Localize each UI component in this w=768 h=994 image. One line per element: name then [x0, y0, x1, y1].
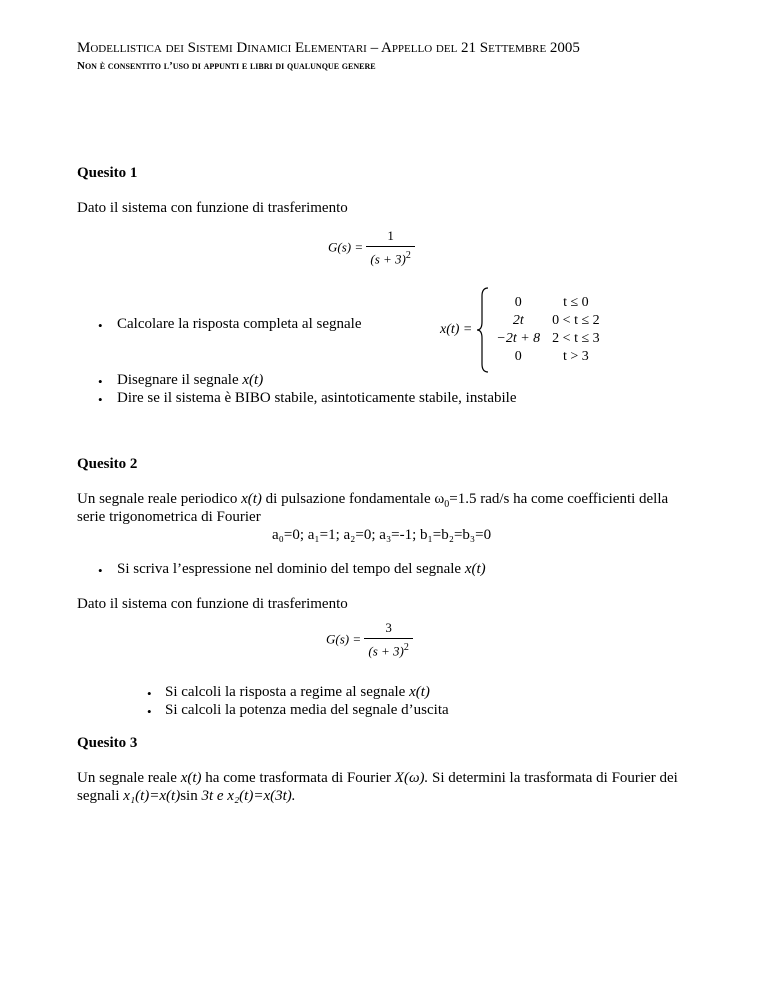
header-notice: Non è consentito l’uso di appunti e libri di qualunque genere — [77, 60, 376, 72]
bullet-icon: • — [98, 374, 103, 389]
q3-title: Quesito 3 — [77, 735, 138, 751]
bullet-icon: • — [147, 704, 152, 719]
piecewise-row — [490, 312, 605, 330]
bullet-icon: • — [98, 392, 103, 407]
q2-paragraph-line-1: Un segnale reale periodico x(t) di pulsazione fondamentale $\omega_0=1.5$ rad/s ha come coefficienti della — [77, 491, 669, 510]
piecewise-expr: −2t + 8 — [496, 331, 541, 346]
q1-x-lhs: x(t) = — [440, 322, 473, 337]
q2-g-numerator: 3 — [385, 620, 392, 635]
q1-bullet-3: Dire se il sistema è BIBO stabile, asintoticamente stabile, instabile — [117, 390, 517, 406]
q1-intro: Dato il sistema con funzione di trasferimento — [77, 200, 348, 216]
left-brace-icon — [476, 286, 490, 374]
q2-g-fraction — [364, 620, 413, 659]
piecewise-expr: 2t — [512, 313, 524, 328]
q2-g-denominator: $(s + 3)^2$ — [364, 638, 413, 659]
q1-bullet-2: Disegnare il segnale x(t) — [117, 372, 264, 388]
q2-g-lhs: G(s) = — [326, 631, 362, 647]
header-title: Modellistica dei Sistemi Dinamici Elementari – Appello del 21 Settembre 2005 — [77, 40, 580, 56]
q1-g-denominator: $(s + 3)^2$ — [366, 246, 415, 267]
q1-bullet-1: Calcolare la risposta completa al segnale — [117, 316, 362, 332]
q1-transfer-function — [328, 228, 415, 267]
q3-line-2: segnali x₁(t)=x(t)sin 3t e x₂(t)=x(3t). — [77, 788, 296, 804]
q2-intro: Dato il sistema con funzione di trasferimento — [77, 596, 348, 612]
q2-transfer-function — [326, 620, 413, 659]
piecewise-cond: 0 < t ≤ 2 — [552, 313, 600, 328]
bullet-icon: • — [147, 686, 152, 701]
piecewise-row — [490, 330, 605, 348]
q2-title: Quesito 2 — [77, 456, 138, 472]
bullet-icon: • — [98, 318, 103, 333]
piecewise-row — [490, 348, 605, 366]
piecewise-row — [490, 294, 605, 312]
q1-piecewise-signal — [440, 286, 606, 374]
q1-piecewise-table — [490, 294, 605, 366]
piecewise-expr: 0 — [514, 349, 522, 364]
q2-paragraph-line-2: serie trigonometrica di Fourier — [77, 509, 261, 525]
q1-g-fraction — [366, 228, 415, 267]
q1-g-numerator: 1 — [387, 228, 394, 243]
q2-bullet-3: Si calcoli la potenza media del segnale d’uscita — [165, 702, 449, 718]
q1-title: Quesito 1 — [77, 165, 138, 181]
q3-line-1: Un segnale reale x(t) ha come trasformata di Fourier X(ω). Si determini la trasformata di Fourier dei — [77, 770, 678, 786]
q2-bullet-1: Si scriva l’espressione nel dominio del tempo del segnale x(t) — [117, 561, 486, 577]
piecewise-cond: 2 < t ≤ 3 — [552, 331, 600, 346]
q1-g-lhs: G(s) = — [328, 239, 364, 255]
bullet-icon: • — [98, 563, 103, 578]
piecewise-cond: t ≤ 0 — [563, 295, 589, 310]
piecewise-cond: t > 3 — [563, 349, 589, 364]
q2-bullet-2: Si calcoli la risposta a regime al segnale x(t) — [165, 684, 430, 700]
piecewise-expr: 0 — [514, 295, 522, 310]
q2-coefficients: a₀=0; a₁=1; a₂=0; a₃=-1; b₁=b₂=b₃=0 — [272, 527, 492, 543]
